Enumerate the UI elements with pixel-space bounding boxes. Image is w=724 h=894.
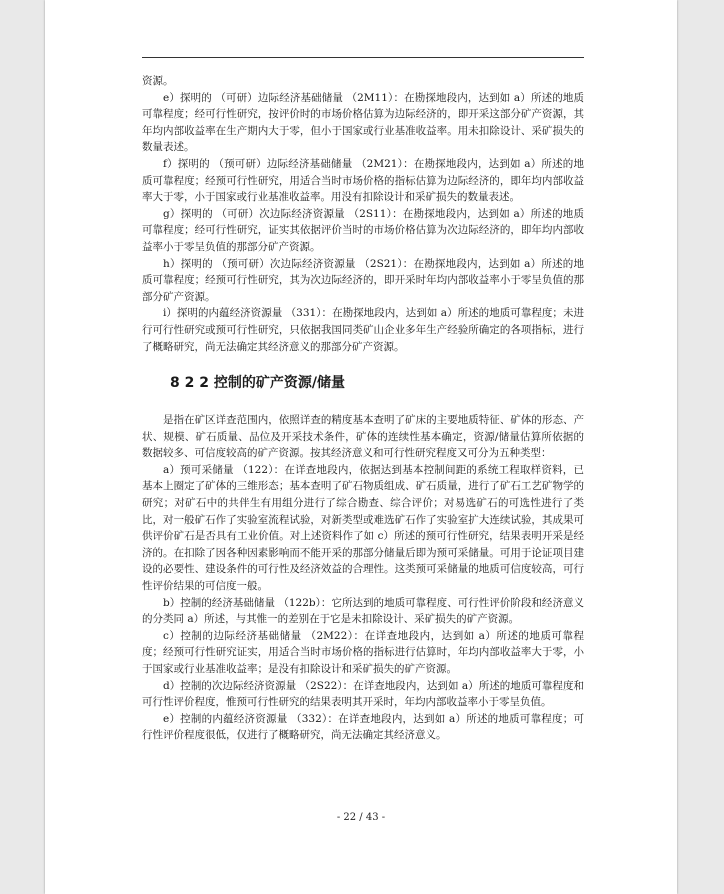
paragraph-continuation: 资源。 — [142, 75, 174, 87]
paragraph-d-submarginal-resource: d）控制的次边际经济资源量 （2S22）：在详查地段内，达到如 a）所述的地质可靠程度和可行性评价程度，惟预可行性研究的结果表明其开采时，年均内部收益率小于零呈负值。 — [142, 679, 584, 709]
paragraph-b-economic-base-reserve: b）控制的经济基础储量 （122b）：它所达到的地质可靠程度、可行性评价阶段和经济意义的分类同 a）所述，与其惟一的差别在于它是未扣除设计、采矿损失的矿产资源。 — [142, 596, 584, 626]
paragraph-a-prefeasible-reserve: a）预可采储量 （122）：在详查地段内，依据达到基本控制间距的系统工程取样资料，已基本上圈定了矿体的三维形态；基本查明了矿石物质组成、矿石质量，进行了矿石工艺矿物学的研究；对矿石中的共伴生有用组分进行了综合勘查、综合评价；对易选矿石的可选性进行了类比，对一般矿石作了实验室流程试验，对新类型或难选矿石作了实验室扩大连续试验，其成果可供评价矿石是否具有工业价值。对上述资料作了如 c）所述的预可行性研究，结果表明开采是经济的。在扣除了因各种因素影响而不能开采的那部分储量后即为预可采储量。可用于论证项目建设的必要性、建设条件的可行性及经济效益的合理性。这类预可采储量的地质可信度较高，可行性评价结果的可信度一般。 — [142, 463, 584, 593]
header-rule — [142, 57, 584, 58]
paragraph-f-marginal-reserve: f）探明的 （预可研）边际经济基础储量 （2M21）：在勘探地段内，达到如 a）所述的地质可靠程度；经预可行性研究，用适合当时市场价格的指标估算为边际经济的，即年均内部收益率大于零，小于国家或行业基准收益率。用没有扣除设计和采矿损失的数量表述。 — [142, 157, 584, 204]
section-heading: 8 2 2 控制的矿产资源/储量 — [170, 375, 345, 392]
section-intro-paragraph: 是指在矿区详查范围内，依照详查的精度基本查明了矿床的主要地质特征、矿体的形态、产状、规模、矿石质量、品位及开采技术条件，矿体的连续性基本确定，资源/储量估算所依据的数据较多、可信度较高的矿产资源。按其经济意义和可行性研究程度又可分为五种类型： — [142, 414, 584, 460]
paragraph-g-submarginal-resource: g）探明的 （可研）次边际经济资源量 （2S11）：在勘探地段内，达到如 a）所述的地质可靠程度；经可行性研究，证实其依据评价当时的市场价格估算为次边际经济的，即年均内部收益率小于零呈负值的那部分矿产资源。 — [142, 207, 584, 253]
document-page — [45, 0, 677, 894]
paragraph-e-marginal-reserve: e）探明的 （可研）边际经济基础储量 （2M11）：在勘探地段内，达到如 a）所述的地质可靠程度；经可行性研究，按评价时的市场价格估算为边际经济的，即开采这部分矿产资源，其年均内部收益率在生产期内大于零，但小于国家或行业基准收益率。用未扣除设计、采矿损失的数量表述。 — [142, 91, 584, 154]
paragraph-i-intrinsic-resource: i）探明的内蕴经济资源量 （331）：在勘探地段内，达到如 a）所述的地质可靠程度；未进行可行性研究或预可行性研究，只依据我国同类矿山企业多年生产经验所确定的各项指标，进行了概略研究，尚无法确定其经济意义的那部分矿产资源。 — [142, 307, 584, 353]
paragraph-h-submarginal-resource: h）探明的 （预可研）次边际经济资源量 （2S21）：在勘探地段内，达到如 a）所述的地质可靠程度；经预可行性研究，其为次边际经济的，即开采时年均内部收益率小于零呈负值的那部分矿产资源。 — [142, 257, 584, 303]
paragraph-e-intrinsic-resource: e）控制的内蕴经济资源量 （332）：在详查地段内，达到如 a）所述的地质可靠程度；可行性评价程度很低，仅进行了概略研究，尚无法确定其经济意义。 — [142, 712, 584, 742]
page-number: - 22 / 43 - — [336, 812, 386, 823]
paragraph-c-marginal-base-reserve: c）控制的边际经济基础储量 （2M22）：在详查地段内，达到如 a）所述的地质可靠程度；经预可行性研究证实，用适合当时市场价格的指标进行估算时，年均内部收益率大于零，小于国家或行业基准收益率；是没有扣除设计和采矿损失的矿产资源。 — [142, 629, 584, 675]
page-content — [142, 73, 584, 744]
